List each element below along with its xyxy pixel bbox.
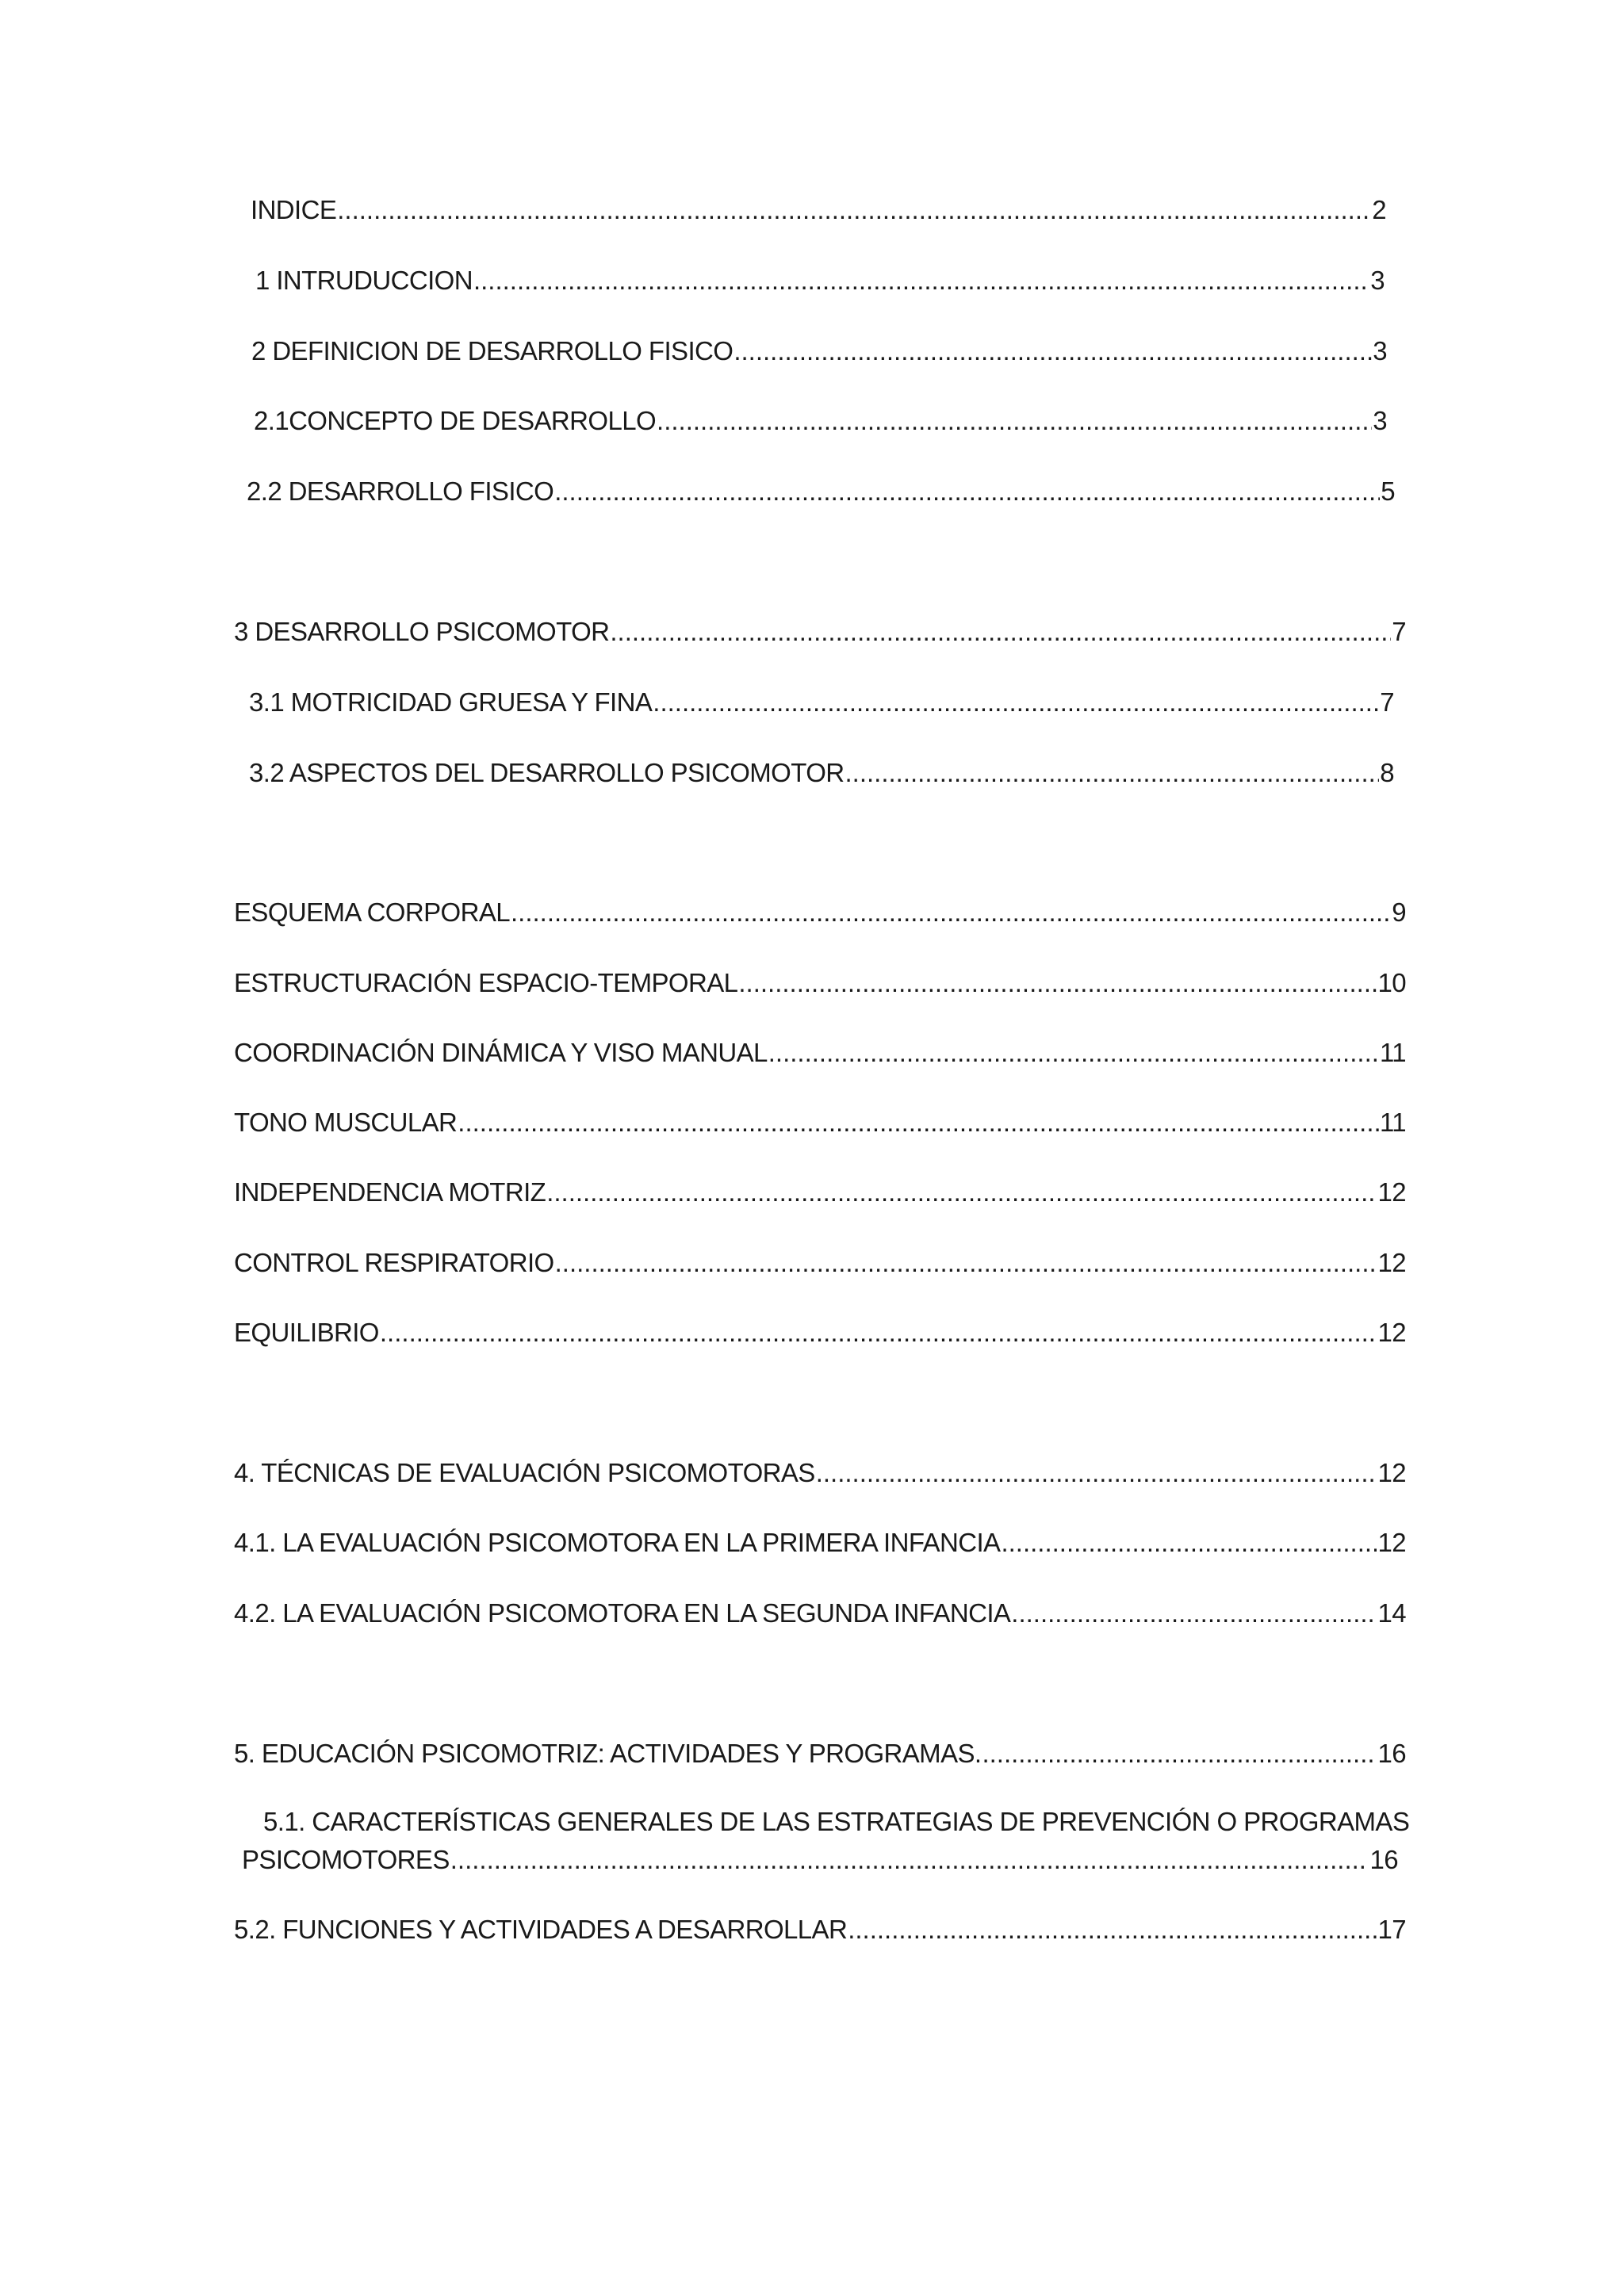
toc-entry-3-2 [249,757,1394,789]
toc-entry-page: 10 [1377,968,1406,997]
toc-entry-label: 2.1CONCEPTO DE DESARROLLO [254,406,657,435]
toc-entry-3-1 [249,687,1394,718]
toc-leader-dots [768,1037,1379,1069]
toc-leader-dots [337,194,1371,226]
toc-entry-label: INDICE [251,195,337,224]
toc-entry-coordinacion [234,1037,1406,1069]
toc-entry-label: 1 INTRUDUCCION [255,266,473,295]
toc-leader-dots [738,967,1377,999]
toc-entry-label: 3.2 ASPECTOS DEL DESARROLLO PSICOMOTOR [249,758,845,787]
toc-entry-label: COORDINACIÓN DINÁMICA Y VISO MANUAL [234,1038,768,1067]
toc-entry-independencia-motriz [234,1177,1406,1208]
toc-entry-page: 7 [1380,687,1394,717]
toc-entry-control-respiratorio [234,1247,1406,1279]
toc-entry-label: TONO MUSCULAR [234,1108,458,1137]
toc-entry-page: 11 [1379,1038,1406,1067]
toc-entry-label: 4.2. LA EVALUACIÓN PSICOMOTORA EN LA SEGUNDA INFANCIA [234,1598,1011,1628]
toc-entry-2 [251,335,1387,367]
toc-leader-dots [546,1177,1377,1208]
toc-leader-dots [845,757,1380,789]
toc-entry-page: 12 [1377,1177,1406,1207]
toc-entry-page: 14 [1377,1598,1406,1628]
toc-leader-dots [982,1738,1377,1770]
toc-leader-dots [554,476,1380,507]
toc-entry-equilibrio [234,1317,1406,1349]
toc-entry-2-2 [247,476,1395,507]
toc-entry-5-2 [234,1914,1406,1946]
toc-entry-page: 16 [1369,1845,1398,1874]
toc-entry-label: PSICOMOTORES [242,1845,450,1874]
toc-entry-page: 12 [1377,1528,1406,1557]
toc-entry-3 [234,616,1406,648]
toc-entry-page: 3 [1370,266,1385,295]
toc-entry-page: 7 [1392,617,1406,646]
toc-entry-tono-muscular [234,1107,1406,1138]
toc-entry-label: 4. TÉCNICAS DE EVALUACIÓN PSICOMOTORAS [234,1458,815,1487]
toc-leader-dots [473,265,1369,297]
toc-entry-label: CONTROL RESPIRATORIO [234,1248,554,1277]
toc-entry-5-1-first-line: 5.1. CARACTERÍSTICAS GENERALES DE LAS ESTRATEGIAS DE PREVENCIÓN O PROGRAMAS [263,1807,1410,1836]
toc-entry-page: 8 [1380,758,1394,787]
toc-entry-4-2 [234,1598,1406,1629]
toc-entry-estructuracion [234,967,1406,999]
toc-leader-dots [511,897,1391,928]
toc-leader-dots [1011,1598,1377,1629]
toc-leader-dots [816,1457,1377,1489]
toc-entry-1 [255,265,1385,297]
toc-leader-dots [653,687,1379,718]
toc-entry-page: 5 [1381,476,1395,506]
toc-entry-label: 3 DESARROLLO PSICOMOTOR [234,617,610,646]
toc-entry-label: 5. EDUCACIÓN PSICOMOTRIZ: ACTIVIDADES Y PROGRAMAS. [234,1739,982,1768]
toc-entry-label: 4.1. LA EVALUACIÓN PSICOMOTORA EN LA PRIMERA INFANCIA [234,1528,1001,1557]
toc-entry-label: 2 DEFINICION DE DESARROLLO FISICO [251,336,733,365]
toc-entry-page: 16 [1377,1739,1406,1768]
toc-entry-label: ESTRUCTURACIÓN ESPACIO-TEMPORAL [234,968,738,997]
toc-leader-dots [657,405,1372,437]
toc-entry-label: INDEPENDENCIA MOTRIZ [234,1177,546,1207]
toc-entry-label: 5.2. FUNCIONES Y ACTIVIDADES A DESARROLLAR [234,1915,848,1944]
toc-entry-page: 12 [1377,1248,1406,1277]
toc-leader-dots [610,616,1391,648]
toc-entry-label: 2.2 DESARROLLO FISICO [247,476,554,506]
toc-entry-4-1 [234,1527,1406,1559]
toc-entry-page: 3 [1373,336,1387,365]
toc-leader-dots [1001,1527,1377,1559]
toc-entry-4 [234,1457,1406,1489]
toc-entry-page: 9 [1392,897,1406,927]
toc-leader-dots [458,1107,1379,1138]
toc-entry-2-1 [254,405,1387,437]
toc-entry-5-1 [242,1844,1398,1876]
toc-entry-label: 3.1 MOTRICIDAD GRUESA Y FINA [249,687,653,717]
toc-entry-page: 12 [1377,1318,1406,1347]
toc-leader-dots [848,1914,1377,1946]
toc-leader-dots [450,1844,1369,1876]
toc-entry-page: 12 [1377,1458,1406,1487]
toc-entry-label: ESQUEMA CORPORAL [234,897,510,927]
toc-leader-dots [555,1247,1377,1279]
toc-entry-page: 3 [1373,406,1387,435]
toc-leader-dots [733,335,1372,367]
toc-entry-page: 17 [1377,1915,1406,1944]
toc-entry-page: 11 [1379,1108,1406,1137]
toc-entry-page: 2 [1372,195,1386,224]
toc-entry-indice [251,194,1386,226]
toc-entry-label: EQUILIBRIO [234,1318,379,1347]
toc-leader-dots [380,1317,1377,1349]
toc-entry-5 [234,1738,1406,1770]
toc-entry-esquema-corporal [234,897,1406,928]
